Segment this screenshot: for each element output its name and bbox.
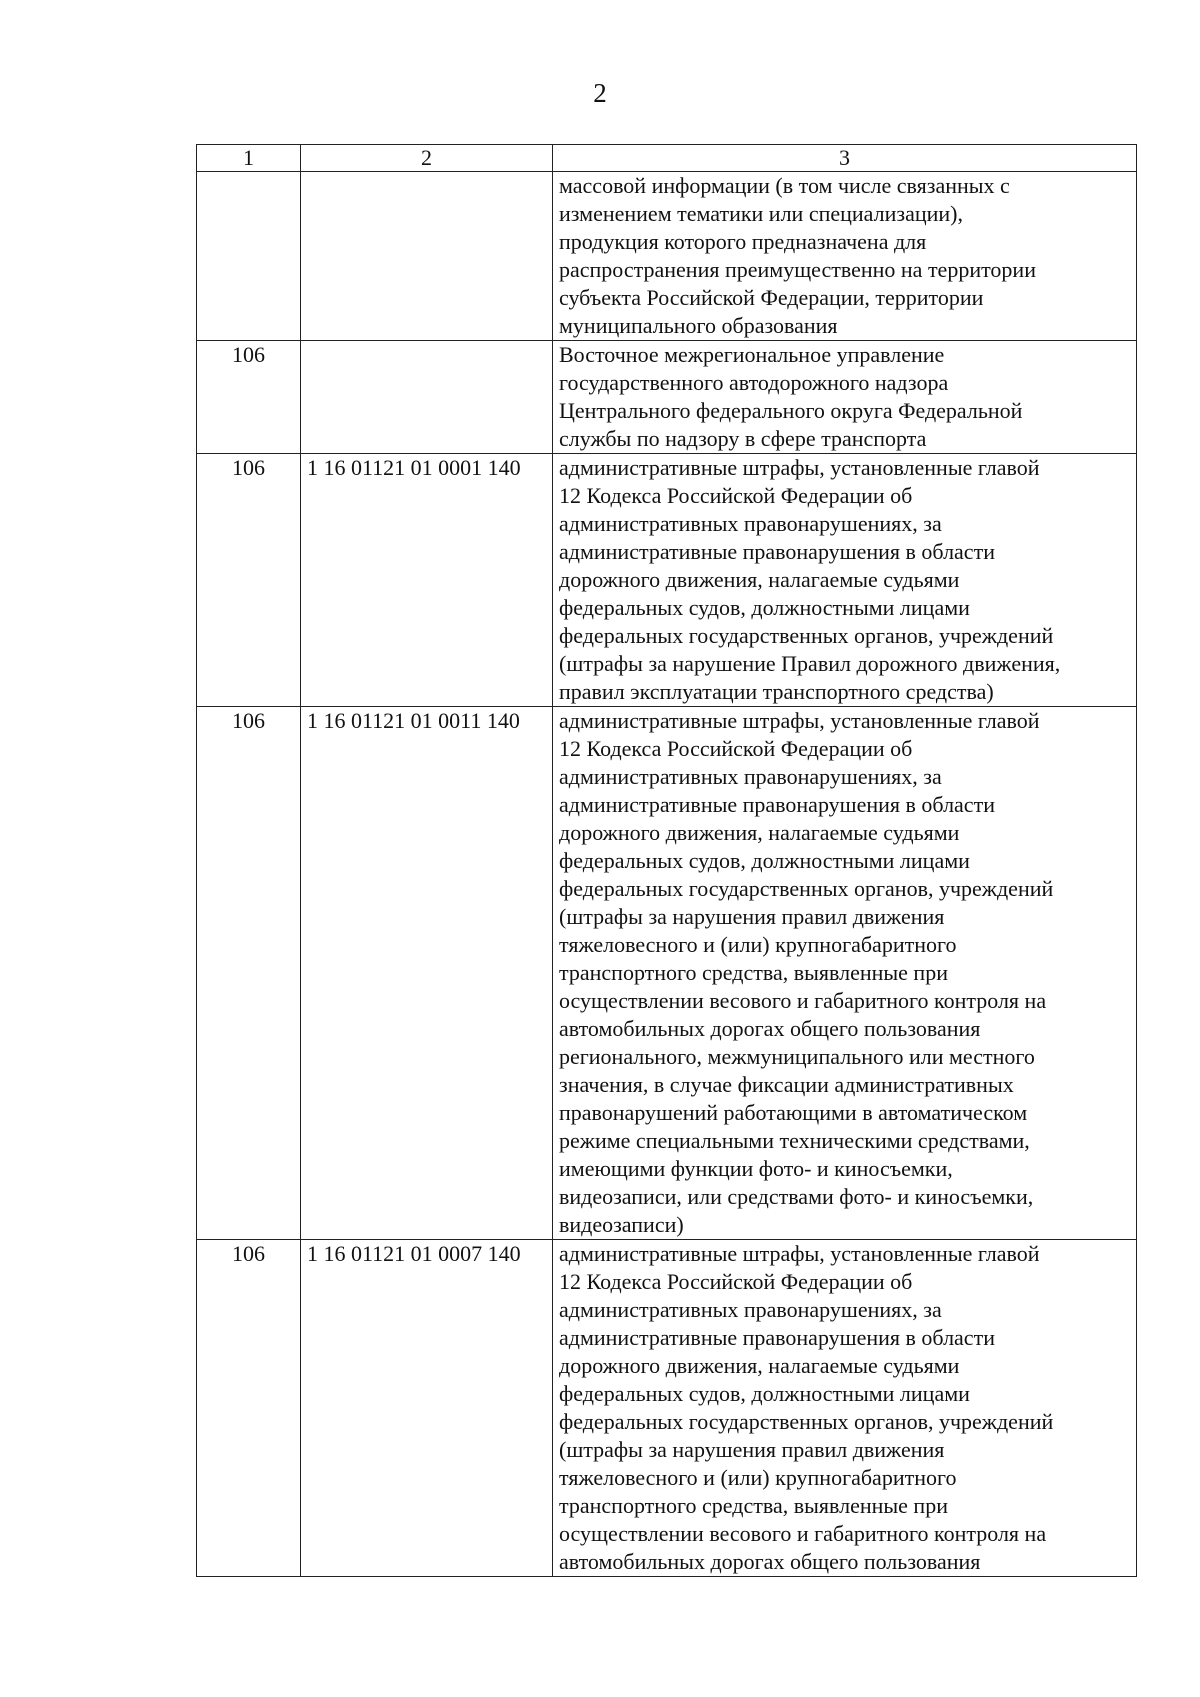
admin-code-cell	[197, 172, 301, 341]
description-line: муниципального образования	[559, 313, 838, 338]
description-cell	[553, 341, 1137, 454]
admin-code-cell: 106	[197, 707, 301, 1240]
description-line: федеральных государственных органов, учреждений	[559, 1409, 1054, 1434]
description-line: осуществлении весового и габаритного контроля на	[559, 988, 1047, 1013]
description-line: имеющими функции фото- и киносъемки,	[559, 1156, 953, 1181]
description-line: административные штрафы, установленные главой	[559, 708, 1040, 733]
description-line: правил эксплуатации транспортного средства)	[559, 679, 994, 704]
description-line: 12 Кодекса Российской Федерации об	[559, 1269, 913, 1294]
admin-code-cell: 106	[197, 1240, 301, 1577]
description-line: транспортного средства, выявленные при	[559, 960, 948, 985]
description-line: административных правонарушениях, за	[559, 1297, 942, 1322]
description-line: правонарушений работающими в автоматическом	[559, 1100, 1028, 1125]
budget-classification-code-cell: 1 16 01121 01 0011 140	[301, 707, 553, 1240]
description-line: (штрафы за нарушения правил движения	[559, 1437, 945, 1462]
table-row	[197, 172, 1137, 341]
description-line: административные правонарушения в области	[559, 1325, 995, 1350]
table-row	[197, 707, 1137, 1240]
revenue-codes-table	[196, 144, 1137, 1577]
description-line: продукция которого предназначена для	[559, 229, 927, 254]
admin-code-cell: 106	[197, 454, 301, 707]
description-line: федеральных судов, должностными лицами	[559, 1381, 970, 1406]
description-line: тяжеловесного и (или) крупногабаритного	[559, 1465, 957, 1490]
description-line: значения, в случае фиксации административных	[559, 1072, 1014, 1097]
description-line: автомобильных дорогах общего пользования	[559, 1549, 981, 1574]
description-line: федеральных судов, должностными лицами	[559, 848, 970, 873]
description-cell	[553, 454, 1137, 707]
page-number: 2	[593, 78, 607, 108]
description-line: Восточное межрегиональное управление	[559, 342, 945, 367]
description-line: дорожного движения, налагаемые судьями	[559, 820, 960, 845]
description-line: регионального, межмуниципального или местного	[559, 1044, 1035, 1069]
description-line: административных правонарушениях, за	[559, 764, 942, 789]
description-line: административные штрафы, установленные главой	[559, 455, 1040, 480]
table-row	[197, 1240, 1137, 1577]
description-cell	[553, 707, 1137, 1240]
budget-classification-code-cell	[301, 172, 553, 341]
column-header-3: 3	[553, 145, 1137, 172]
budget-classification-code-cell: 1 16 01121 01 0007 140	[301, 1240, 553, 1577]
description-line: распространения преимущественно на территории	[559, 257, 1036, 282]
table-header-row	[197, 145, 1137, 172]
description-line: 12 Кодекса Российской Федерации об	[559, 736, 913, 761]
description-line: видеозаписи, или средствами фото- и киносъемки,	[559, 1184, 1034, 1209]
description-line: тяжеловесного и (или) крупногабаритного	[559, 932, 957, 957]
description-line: транспортного средства, выявленные при	[559, 1493, 948, 1518]
description-line: административные штрафы, установленные главой	[559, 1241, 1040, 1266]
description-line: федеральных судов, должностными лицами	[559, 595, 970, 620]
description-line: (штрафы за нарушение Правил дорожного движения,	[559, 651, 1061, 676]
description-line: субъекта Российской Федерации, территории	[559, 285, 984, 310]
admin-code-cell: 106	[197, 341, 301, 454]
description-line: (штрафы за нарушения правил движения	[559, 904, 945, 929]
budget-classification-code-cell: 1 16 01121 01 0001 140	[301, 454, 553, 707]
description-cell	[553, 1240, 1137, 1577]
table-row	[197, 454, 1137, 707]
description-line: дорожного движения, налагаемые судьями	[559, 1353, 960, 1378]
description-line: видеозаписи)	[559, 1212, 684, 1237]
description-line: 12 Кодекса Российской Федерации об	[559, 483, 913, 508]
description-line: государственного автодорожного надзора	[559, 370, 949, 395]
description-line: дорожного движения, налагаемые судьями	[559, 567, 960, 592]
description-line: федеральных государственных органов, учреждений	[559, 623, 1054, 648]
description-line: осуществлении весового и габаритного контроля на	[559, 1521, 1047, 1546]
description-line: массовой информации (в том числе связанных с	[559, 173, 1010, 198]
table-row	[197, 341, 1137, 454]
description-line: Центрального федерального округа Федеральной	[559, 398, 1023, 423]
description-line: автомобильных дорогах общего пользования	[559, 1016, 981, 1041]
description-line: федеральных государственных органов, учреждений	[559, 876, 1054, 901]
description-line: административные правонарушения в области	[559, 539, 995, 564]
description-line: службы по надзору в сфере транспорта	[559, 426, 927, 451]
table-body	[197, 172, 1137, 1577]
column-header-1: 1	[197, 145, 301, 172]
description-line: режиме специальными техническими средствами,	[559, 1128, 1030, 1153]
description-line: изменением тематики или специализации),	[559, 201, 963, 226]
description-line: административных правонарушениях, за	[559, 511, 942, 536]
description-line: административные правонарушения в области	[559, 792, 995, 817]
description-cell	[553, 172, 1137, 341]
column-header-2: 2	[301, 145, 553, 172]
budget-classification-code-cell	[301, 341, 553, 454]
